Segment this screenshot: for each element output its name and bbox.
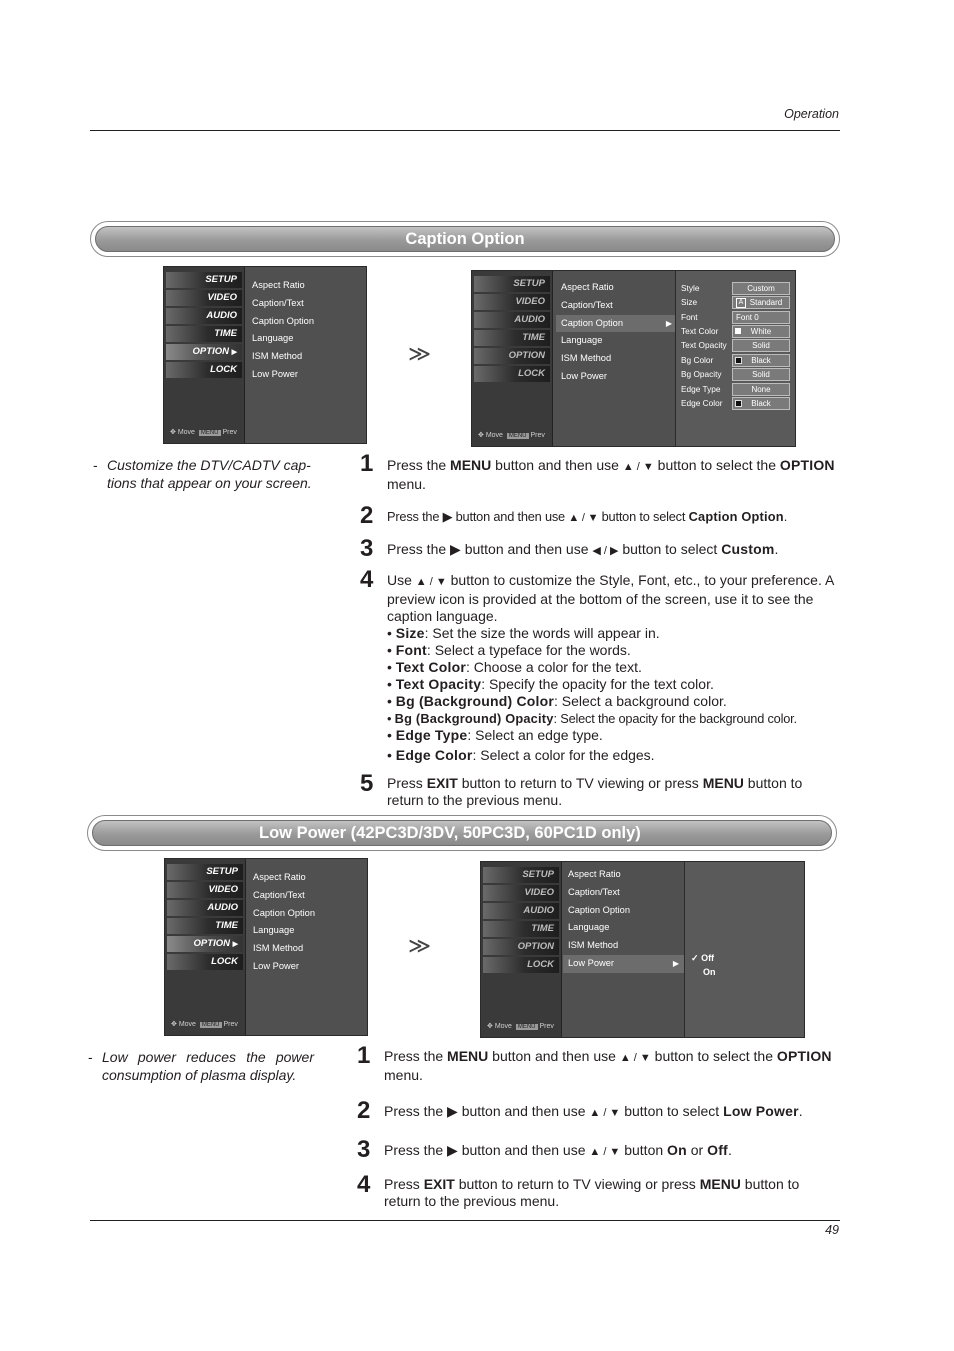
black-swatch-icon <box>735 400 742 407</box>
setting-value: Solid <box>732 339 790 352</box>
lowpower-menu-screenshot-1 <box>164 858 368 1036</box>
caption-step-2: Press the ▶ button and then use ▲ / ▼ button to select Caption Option. <box>387 509 788 524</box>
setting-size: Size <box>681 297 698 307</box>
caption-option-title: Caption Option <box>405 230 525 248</box>
menu-item: Language <box>253 925 295 936</box>
menu-item: Language <box>561 335 603 346</box>
menu-item-selected: Caption Option ▶ <box>556 315 678 333</box>
bullet-text-opacity: • Text Opacity: Specify the opacity for the text color. <box>387 676 714 692</box>
move-icon: ✥ <box>170 429 176 436</box>
menu-item: Caption/Text <box>561 299 613 310</box>
category-time: TIME <box>167 918 243 934</box>
category-setup: SETUP <box>474 276 550 292</box>
option-items <box>568 866 685 973</box>
menu-item: ISM Method <box>252 351 303 362</box>
menu-footer: ✥ Move MENU Prev <box>171 1021 238 1028</box>
category-column <box>481 862 562 1037</box>
bullet-bg-color: • Bg (Background) Color: Select a background color. <box>387 693 727 709</box>
menu-item: Caption Option <box>252 315 315 326</box>
category-setup: SETUP <box>483 867 559 883</box>
step-number: 3 <box>360 535 374 562</box>
category-lock: LOCK <box>167 954 243 970</box>
lowpower-step-2: Press the ▶ button and then use ▲ / ▼ button to select Low Power. <box>384 1103 803 1119</box>
menu-item: Language <box>568 922 610 933</box>
low-power-options-panel <box>684 862 804 1037</box>
caption-menu-screenshot-2 <box>471 270 796 447</box>
step-number: 5 <box>360 770 374 797</box>
lowpower-menu-screenshot-2 <box>480 861 805 1038</box>
menu-footer: ✥ Move MENU Prev <box>478 432 545 439</box>
category-time: TIME <box>166 326 242 342</box>
setting-bg-opacity: Bg Opacity <box>681 369 722 379</box>
page-number: 49 <box>825 1223 839 1237</box>
black-swatch-icon <box>735 357 742 364</box>
header-section-label: Operation <box>784 107 839 121</box>
setting-bg-color: Bg Color <box>681 355 714 365</box>
arrow-right-icon: ▶ <box>232 941 238 948</box>
setting-value: A Standard <box>732 296 790 309</box>
bullet-edge-type: • Edge Type: Select an edge type. <box>387 727 603 743</box>
category-column <box>164 267 245 443</box>
low-power-option-off: ✓ Off <box>691 953 715 963</box>
font-size-icon: A <box>736 298 746 308</box>
menu-item: Aspect Ratio <box>568 869 621 879</box>
setting-edge-type: Edge Type <box>681 384 721 394</box>
menu-item: ISM Method <box>561 353 612 364</box>
category-lock: LOCK <box>474 366 550 382</box>
setting-font: Font <box>681 312 698 322</box>
menu-item: Language <box>252 333 294 344</box>
caption-step-1: Press the MENU button and then use ▲ / ▼ button to select the OPTION menu. <box>387 457 835 492</box>
category-video: VIDEO <box>483 885 559 901</box>
menu-item: Aspect Ratio <box>561 282 614 292</box>
category-column <box>165 859 246 1035</box>
caption-step-3: Press the ▶ button and then use ◀ / ▶ button to select Custom. <box>387 541 779 557</box>
category-option: OPTION <box>474 348 550 364</box>
menu-item: Caption/Text <box>253 889 305 900</box>
category-audio: AUDIO <box>166 308 242 324</box>
menu-item: Aspect Ratio <box>252 280 305 290</box>
step-number: 1 <box>357 1042 371 1069</box>
category-audio: AUDIO <box>167 900 243 916</box>
move-icon: ✥ <box>171 1021 177 1028</box>
step-number: 3 <box>357 1136 371 1163</box>
menu-item-selected: Low Power ▶ <box>563 955 685 973</box>
setting-edge-color: Edge Color <box>681 398 723 408</box>
bullet-edge-color: • Edge Color: Select a color for the edges. <box>387 747 655 763</box>
bullet-size: • Size: Set the size the words will appear in. <box>387 625 660 641</box>
white-swatch-icon <box>735 328 741 334</box>
step-number: 4 <box>360 566 374 593</box>
bullet-font: • Font: Select a typeface for the words. <box>387 642 631 658</box>
category-option: OPTION ▶ <box>166 344 242 360</box>
category-column <box>472 271 553 446</box>
category-lock: LOCK <box>483 957 559 973</box>
setting-value: White <box>732 325 790 338</box>
step-number: 2 <box>360 502 374 529</box>
category-video: VIDEO <box>167 882 243 898</box>
menu-item: Low Power <box>253 960 299 971</box>
low-power-title: Low Power (42PC3D/3DV, 50PC3D, 60PC1D only) <box>259 824 641 842</box>
lowpower-step-1: Press the MENU button and then use ▲ / ▼ button to select the OPTION menu. <box>384 1048 832 1083</box>
caption-note: - Customize the DTV/CADTV cap-tions that appear on your screen. <box>93 457 312 491</box>
lowpower-step-3: Press the ▶ button and then use ▲ / ▼ button On or Off. <box>384 1142 732 1158</box>
menu-item: Caption/Text <box>252 297 304 308</box>
next-arrow-icon: ≫ <box>408 341 432 366</box>
setting-value: Custom <box>732 282 790 295</box>
setting-text-opacity: Text Opacity <box>681 340 727 350</box>
setting-value: Black <box>732 354 790 367</box>
menu-item: Caption Option <box>568 904 631 915</box>
caption-settings-panel <box>675 271 795 446</box>
move-icon: ✥ <box>478 432 484 439</box>
arrow-right-icon: ▶ <box>665 318 672 328</box>
low-power-banner <box>87 815 837 851</box>
arrow-right-icon: ▶ <box>672 958 679 968</box>
category-setup: SETUP <box>167 864 243 880</box>
menu-footer: ✥ Move MENU Prev <box>170 429 237 436</box>
caption-menu-screenshot-1 <box>163 266 367 444</box>
lowpower-note: - Low power reduces the power consumption of plasma display. <box>88 1049 314 1083</box>
category-lock: LOCK <box>166 362 242 378</box>
caption-option-banner <box>90 221 840 257</box>
move-icon: ✥ <box>487 1023 493 1030</box>
low-power-option-on: On <box>703 967 716 977</box>
category-audio: AUDIO <box>474 312 550 328</box>
step-number: 4 <box>357 1171 371 1198</box>
check-icon: ✓ <box>691 953 699 963</box>
category-video: VIDEO <box>166 290 242 306</box>
option-items <box>253 869 315 976</box>
bullet-bg-opacity: • Bg (Background) Opacity: Select the opacity for the background color. <box>387 711 797 726</box>
menu-item: Low Power <box>252 368 298 379</box>
menu-item: Caption/Text <box>568 886 620 897</box>
category-setup: SETUP <box>166 272 242 288</box>
menu-footer: ✥ Move MENU Prev <box>487 1023 554 1030</box>
category-option: OPTION ▶ <box>167 936 243 952</box>
caption-step-5: Press EXIT button to return to TV viewing or press MENU button to return to the previous menu. <box>387 775 803 808</box>
caption-step-4: Use ▲ / ▼ button to customize the Style, Font, etc., to your preference. A preview icon is provided at the bottom of the screen, use it to see the caption language. • Size: Set the size the words will appear in. • Font: Select a typeface for the words. • Text Color: Choose a color for the text. • Text Opacity: Specify the opacity for the text color. • Bg (Background) Color: Select a background color. • Bg (Background) Opacity: Select the opacity for the background color. • Edge Type: Select an edge type. • Edge Color: Select a color for the edges. <box>387 572 839 764</box>
menu-item: Low Power <box>561 370 607 381</box>
next-arrow-icon: ≫ <box>408 933 432 958</box>
menu-item: ISM Method <box>253 943 304 954</box>
step-number: 2 <box>357 1097 371 1124</box>
option-items <box>561 279 678 386</box>
menu-item: Caption Option <box>253 907 316 918</box>
category-video: VIDEO <box>474 294 550 310</box>
menu-item: ISM Method <box>568 940 619 951</box>
setting-text-color: Text Color <box>681 326 719 336</box>
category-time: TIME <box>474 330 550 346</box>
setting-value: Font 0 <box>732 311 790 324</box>
bullet-text-color: • Text Color: Choose a color for the text. <box>387 659 642 675</box>
step-number: 1 <box>360 450 374 477</box>
menu-item: Aspect Ratio <box>253 872 306 882</box>
setting-value: Black <box>732 397 790 410</box>
setting-value: None <box>732 383 790 396</box>
footer-rule <box>90 1220 840 1221</box>
option-items <box>252 277 314 384</box>
setting-style: Style <box>681 283 700 293</box>
setting-value: Solid <box>732 368 790 381</box>
category-option: OPTION <box>483 939 559 955</box>
category-audio: AUDIO <box>483 903 559 919</box>
header-rule <box>90 130 840 131</box>
category-time: TIME <box>483 921 559 937</box>
lowpower-step-4: Press EXIT button to return to TV viewing or press MENU button to return to the previous menu. <box>384 1176 800 1209</box>
arrow-right-icon: ▶ <box>231 349 237 356</box>
